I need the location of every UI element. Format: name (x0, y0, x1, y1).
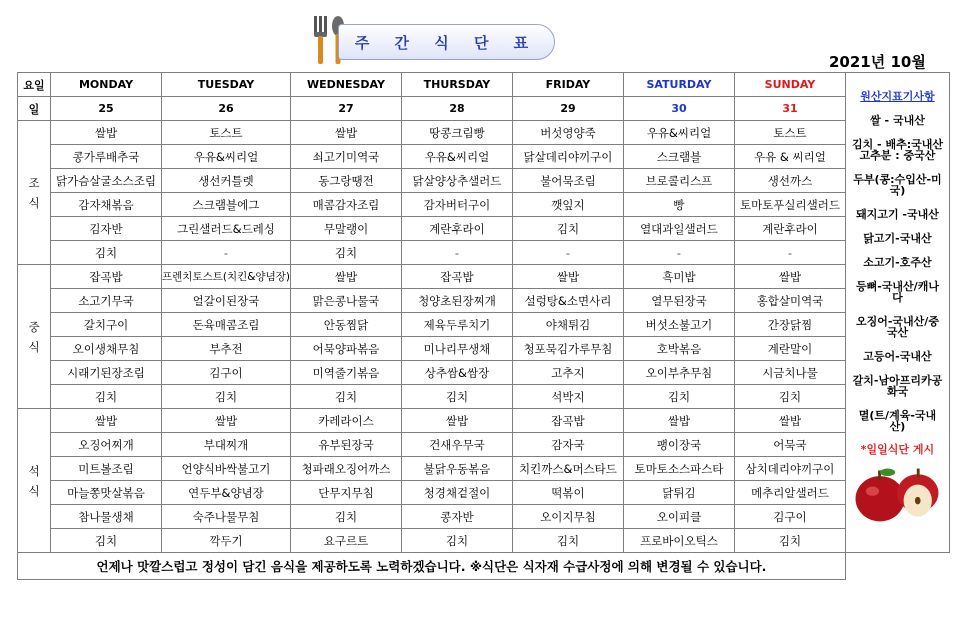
menu-item: - (162, 241, 291, 265)
menu-item: 콩가루배추국 (51, 145, 162, 169)
menu-item: 홍합살미역국 (734, 289, 845, 313)
menu-item: 쌀밥 (401, 409, 512, 433)
daily-menu-notice: *일일식단 게시 (860, 443, 935, 456)
menu-item: 토스트 (162, 121, 291, 145)
origin-item: 쌀 - 국내산 (870, 114, 925, 127)
menu-item: 토스트 (734, 121, 845, 145)
menu-item: 불어묵조림 (512, 169, 623, 193)
menu-item: 김치 (734, 529, 845, 553)
menu-item: 우유&씨리얼 (401, 145, 512, 169)
menu-item: 잡곡밥 (51, 265, 162, 289)
menu-item: 고추지 (512, 361, 623, 385)
menu-item: 김치 (512, 217, 623, 241)
menu-item: 불닭우동볶음 (401, 457, 512, 481)
dinner-row (18, 505, 950, 529)
date-29: 29 (512, 97, 623, 121)
menu-item: 스크램블에그 (162, 193, 291, 217)
menu-item: 쌀밥 (734, 409, 845, 433)
menu-item: 쌀밥 (51, 121, 162, 145)
menu-item: 토마토소스파스타 (623, 457, 734, 481)
menu-item: 김치 (401, 529, 512, 553)
date-25: 25 (51, 97, 162, 121)
day-label: 일 (18, 97, 51, 121)
menu-item: 버섯영양죽 (512, 121, 623, 145)
menu-item: 깍두기 (162, 529, 291, 553)
footer-notice: 언제나 맛깔스럽고 정성이 담긴 음식을 제공하도록 노력하겠습니다. ※식단은 식자재 수급사정에 의해 변경될 수 있습니다. (18, 553, 846, 580)
weekday-sunday: SUNDAY (734, 73, 845, 97)
menu-item: 흑미밥 (623, 265, 734, 289)
date-28: 28 (401, 97, 512, 121)
menu-item: 청포묵김가루무침 (512, 337, 623, 361)
dinner-row (18, 433, 950, 457)
menu-item: 잡곡밥 (512, 409, 623, 433)
apple-icon (849, 461, 945, 527)
menu-item: 감자채볶음 (51, 193, 162, 217)
origin-item: 멸(트/계육-국내산) (858, 409, 937, 433)
menu-item: 프로바이오틱스 (623, 529, 734, 553)
origin-item: 닭고기-국내산 (863, 232, 932, 245)
lunch-row (18, 289, 950, 313)
weekday-saturday: SATURDAY (623, 73, 734, 97)
menu-item: 쌀밥 (290, 121, 401, 145)
menu-item: 석박지 (512, 385, 623, 409)
weekday-row (18, 73, 950, 97)
menu-item: - (623, 241, 734, 265)
dinner-row (18, 481, 950, 505)
origin-item: 김치 - 배추:국내산 고추분 : 중국산 (851, 138, 943, 162)
menu-item: 미트볼조림 (51, 457, 162, 481)
breakfast-row (18, 121, 950, 145)
menu-item: 잡곡밥 (401, 265, 512, 289)
menu-item: 빵 (623, 193, 734, 217)
menu-item: 설렁탕&소면사리 (512, 289, 623, 313)
weekday-monday: MONDAY (51, 73, 162, 97)
origin-item: 두부(콩:수입산-미국) (853, 173, 942, 197)
menu-item: 안동찜닭 (290, 313, 401, 337)
menu-item: 김자반 (51, 217, 162, 241)
menu-item: 청양초된장찌개 (401, 289, 512, 313)
menu-item: 김치 (623, 385, 734, 409)
menu-item: 김치 (51, 385, 162, 409)
menu-item: 열무된장국 (623, 289, 734, 313)
menu-item: 미역줄기볶음 (290, 361, 401, 385)
menu-item: 우유&씨리얼 (162, 145, 291, 169)
menu-item: 무말랭이 (290, 217, 401, 241)
menu-item: 갈치구이 (51, 313, 162, 337)
menu-item: 요구르트 (290, 529, 401, 553)
menu-item: 상추쌈&쌈장 (401, 361, 512, 385)
footer-row (18, 553, 950, 580)
weekday-wednesday: WEDNESDAY (290, 73, 401, 97)
menu-item: 치킨까스&머스타드 (512, 457, 623, 481)
menu-item: 쌀밥 (512, 265, 623, 289)
menu-item: 어묵양파볶음 (290, 337, 401, 361)
menu-table (17, 72, 950, 580)
menu-item: 버섯소불고기 (623, 313, 734, 337)
menu-item: 닭튀김 (623, 481, 734, 505)
menu-item: 부대찌개 (162, 433, 291, 457)
menu-item: 계란후라이 (401, 217, 512, 241)
menu-item: 생선커틀렛 (162, 169, 291, 193)
menu-item: 카레라이스 (290, 409, 401, 433)
breakfast-row (18, 241, 950, 265)
menu-item: 감자국 (512, 433, 623, 457)
menu-item: 우유 & 씨리얼 (734, 145, 845, 169)
menu-item: - (512, 241, 623, 265)
menu-item: 팽이장국 (623, 433, 734, 457)
menu-item: 땅콩크림빵 (401, 121, 512, 145)
menu-item: 쇠고기미역국 (290, 145, 401, 169)
menu-item: 닭살데리야끼구이 (512, 145, 623, 169)
menu-item: 단무지무침 (290, 481, 401, 505)
lunch-row (18, 337, 950, 361)
lunch-row (18, 313, 950, 337)
menu-item: 감자버터구이 (401, 193, 512, 217)
menu-item: 야채튀김 (512, 313, 623, 337)
menu-item: 맑은콩나물국 (290, 289, 401, 313)
menu-item: - (401, 241, 512, 265)
menu-item: 오이생채무침 (51, 337, 162, 361)
menu-item: 참나물생채 (51, 505, 162, 529)
menu-item: 우유&씨리얼 (623, 121, 734, 145)
weekday-label: 요일 (18, 73, 51, 97)
menu-item: 청파래오징어까스 (290, 457, 401, 481)
menu-item: 김치 (51, 529, 162, 553)
menu-item: 언양식바싹불고기 (162, 457, 291, 481)
menu-item: 쌀밥 (623, 409, 734, 433)
menu-item: 생선까스 (734, 169, 845, 193)
menu-item: 프렌치토스트(치킨&양념장) (162, 265, 291, 289)
date-27: 27 (290, 97, 401, 121)
menu-item: 김치 (290, 241, 401, 265)
menu-item: 쌀밥 (162, 409, 291, 433)
menu-item: 김치 (162, 385, 291, 409)
dinner-row (18, 529, 950, 553)
menu-item: 오이지무침 (512, 505, 623, 529)
menu-item: 호박볶음 (623, 337, 734, 361)
origin-item: 고등어-국내산 (863, 350, 932, 363)
menu-item: 매콤감자조림 (290, 193, 401, 217)
menu-item: 메추리알샐러드 (734, 481, 845, 505)
lunch-row (18, 361, 950, 385)
date-26: 26 (162, 97, 291, 121)
menu-item: 오징어찌개 (51, 433, 162, 457)
menu-item: 그린샐러드&드레싱 (162, 217, 291, 241)
breakfast-row (18, 217, 950, 241)
month-label: 2021년 10월 (829, 53, 926, 71)
lunch-row (18, 265, 950, 289)
menu-item: 쌀밥 (51, 409, 162, 433)
menu-item: 부추전 (162, 337, 291, 361)
menu-item: 삼치데리야끼구이 (734, 457, 845, 481)
menu-item: 김치 (401, 385, 512, 409)
menu-item: 미나리무생채 (401, 337, 512, 361)
page-title: 주 간 식 단 표 (338, 24, 555, 60)
lunch-label: 중 식 (18, 265, 51, 409)
menu-item: 닭가슴살굴소스조림 (51, 169, 162, 193)
origin-item: 소고기-호주산 (863, 256, 932, 269)
breakfast-row (18, 145, 950, 169)
origin-item: 돼지고기 -국내산 (856, 208, 939, 221)
weekday-thursday: THURSDAY (401, 73, 512, 97)
menu-item: 콩자반 (401, 505, 512, 529)
menu-item: 토마토푸실리샐러드 (734, 193, 845, 217)
menu-item: 숙주나물무침 (162, 505, 291, 529)
menu-item: 돈육매콤조림 (162, 313, 291, 337)
menu-item: 유부된장국 (290, 433, 401, 457)
menu-item: 동그랑땡전 (290, 169, 401, 193)
weekday-friday: FRIDAY (512, 73, 623, 97)
menu-item: 오이피클 (623, 505, 734, 529)
lunch-row (18, 385, 950, 409)
menu-item: 연두부&양념장 (162, 481, 291, 505)
dinner-row (18, 457, 950, 481)
menu-item: 열대과일샐러드 (623, 217, 734, 241)
dinner-label: 석 식 (18, 409, 51, 553)
menu-item: 김치 (51, 241, 162, 265)
breakfast-row (18, 169, 950, 193)
menu-item: 시금치나물 (734, 361, 845, 385)
menu-item: 간장닭찜 (734, 313, 845, 337)
menu-item: 제육두루치기 (401, 313, 512, 337)
date-row (18, 97, 950, 121)
origin-item: 갈치-남아프리카공화국 (852, 374, 943, 398)
menu-item: 소고기무국 (51, 289, 162, 313)
menu-item: 김구이 (162, 361, 291, 385)
menu-item: 떡볶이 (512, 481, 623, 505)
menu-item: 계란후라이 (734, 217, 845, 241)
menu-item: 시래기된장조림 (51, 361, 162, 385)
menu-item: 오이부추무침 (623, 361, 734, 385)
menu-item: 쌀밥 (734, 265, 845, 289)
origin-item: 등뼈-국내산/캐나다 (855, 280, 939, 304)
date-30: 30 (623, 97, 734, 121)
weekday-tuesday: TUESDAY (162, 73, 291, 97)
menu-item: 청경채겉절이 (401, 481, 512, 505)
menu-item: 어묵국 (734, 433, 845, 457)
menu-item: 쌀밥 (290, 265, 401, 289)
menu-item: 브로콜리스프 (623, 169, 734, 193)
menu-item: 김치 (290, 385, 401, 409)
menu-item: 닭살양상추샐러드 (401, 169, 512, 193)
menu-item: 깻잎지 (512, 193, 623, 217)
dinner-row (18, 409, 950, 433)
menu-item: 건새우무국 (401, 433, 512, 457)
breakfast-label: 조 식 (18, 121, 51, 265)
menu-item: 마늘쫑맛살볶음 (51, 481, 162, 505)
menu-item: 얼갈이된장국 (162, 289, 291, 313)
date-31: 31 (734, 97, 845, 121)
origin-item: 오징어-국내산/중국산 (855, 315, 939, 339)
menu-item: 김치 (290, 505, 401, 529)
menu-item: 김치 (512, 529, 623, 553)
origin-title: 원산지표기사항 (860, 90, 935, 103)
breakfast-row (18, 193, 950, 217)
menu-item: 김구이 (734, 505, 845, 529)
menu-item: 계란말이 (734, 337, 845, 361)
menu-item: 스크램블 (623, 145, 734, 169)
menu-item: - (734, 241, 845, 265)
origin-panel (845, 73, 949, 553)
menu-item: 김치 (734, 385, 845, 409)
